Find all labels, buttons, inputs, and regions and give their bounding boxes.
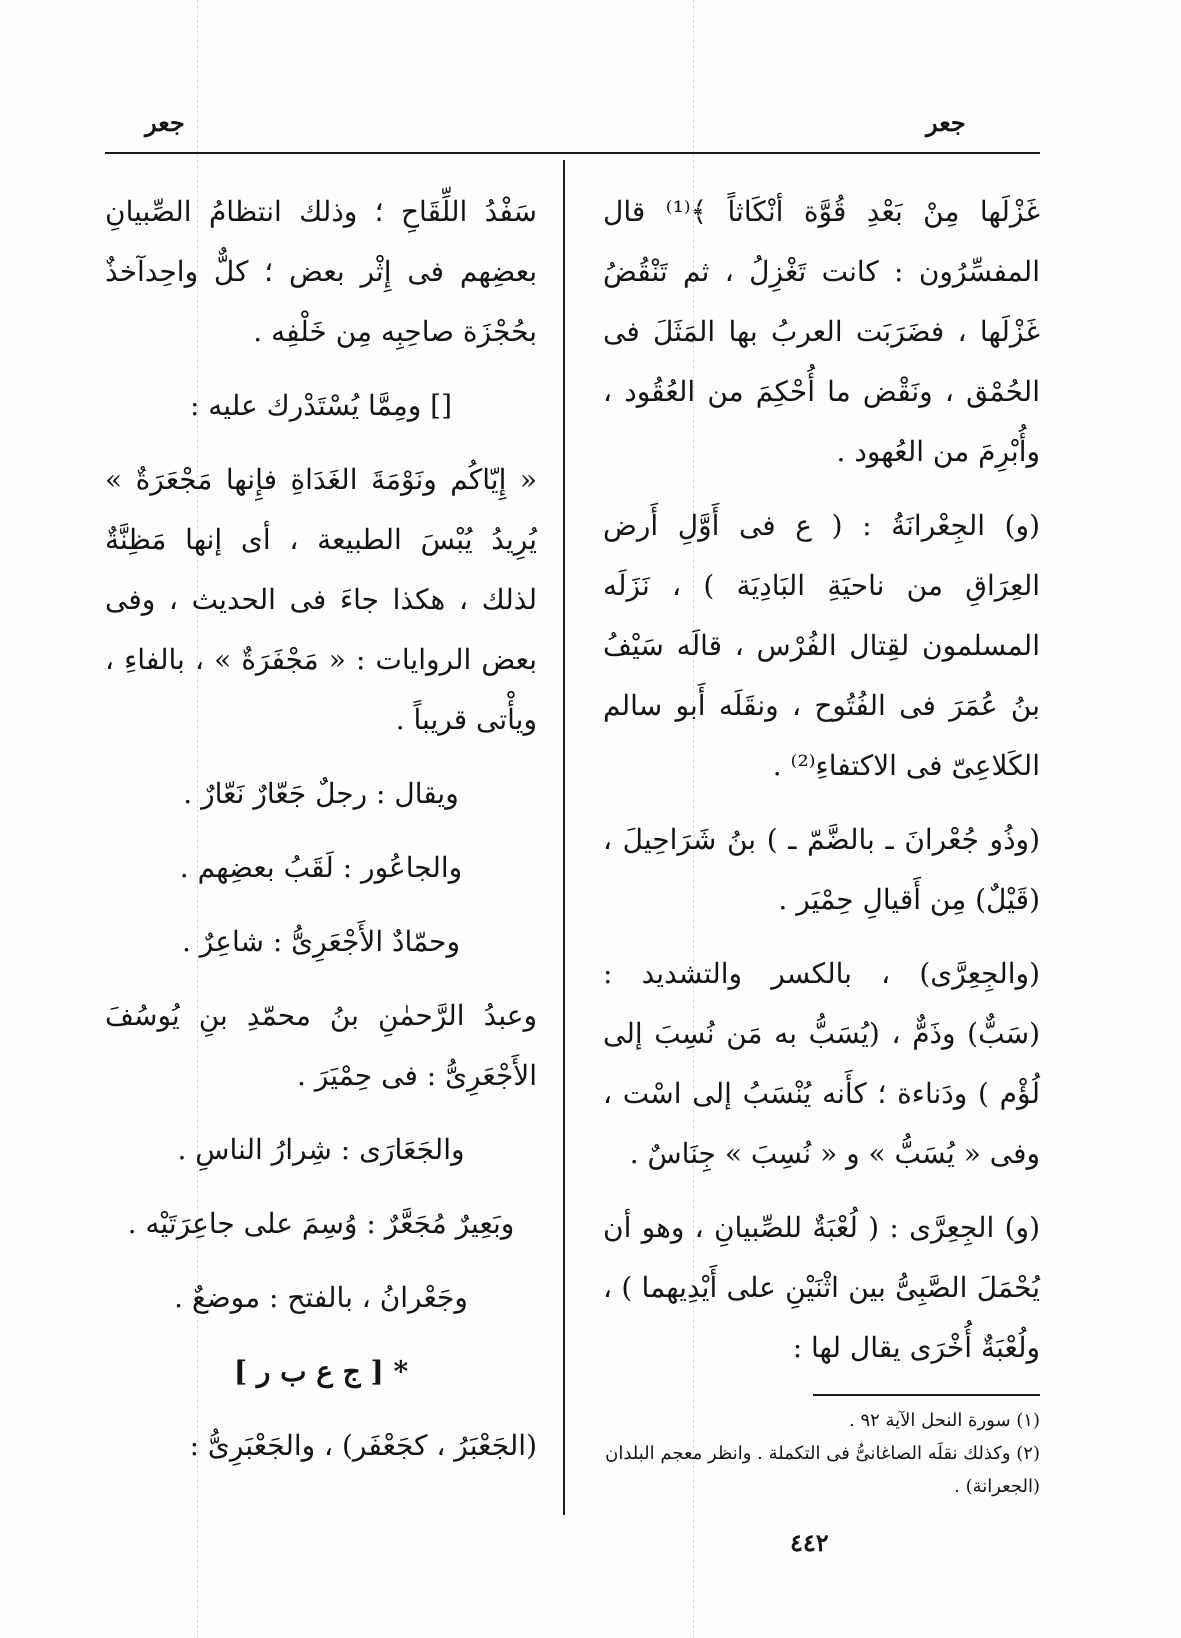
paragraph: « إِيّاكُم ونَوْمَةَ الغَدَاةِ فإِنها مَجْعَرَةٌ » يُرِيدُ يُبْسَ الطبيعة ، أى إنها مَظِنَّةٌ لذلك ، هكذا جاءَ فى الحديث ، وفى بعض الروايات : « مَجْفَرَةٌ » ، بالفاءِ ، ويأْتى قريباً .: [105, 463, 538, 736]
header-rule: [105, 152, 1040, 154]
paragraph: (و) الجِعْرانَةُ : ( ع فى أَوَّلِ أَرض العِرَاقِ من ناحيَةِ البَادِيَة ) ، نَزَلَه المسلمون لقِتال الفُرْس ، قالَه سَيْفُ بنُ عُمَرَ فى الفُتُوح ، ونقَلَه أَبو سالم الكَلاعِىّ فى الاكتفاءِ⁽²⁾ .: [603, 509, 1040, 782]
section-heading: * [ ج ع ب ر ]: [233, 1355, 409, 1388]
paragraph: [] ومِمَّا يُسْتَدْرك عليه :: [189, 389, 453, 422]
paragraph: (و) الجِعِرَّى : ( لُعْبَةٌ للصِّبيانِ ، وهو أن يُحْمَلَ الصَّبِىُّ بين اثْنَيْنِ على أَيْدِيهما ) ، ولُعْبَةٌ أُخْرَى يقال لها :: [603, 1211, 1040, 1364]
paragraph: ويقال : رجلٌ جَعّارٌ نَعّارٌ .: [183, 777, 459, 810]
page-number: ٤٤٢: [790, 1528, 829, 1557]
paragraph: (الجَعْبَرُ ، كجَعْفَر) ، والجَعْبَرِىُّ :: [189, 1429, 537, 1462]
paragraph: والجاعُور : لَقَبُ بعضِهم .: [179, 851, 463, 884]
column-divider: [563, 160, 565, 1515]
paragraph: وجَعْرانُ ، بالفتح : موضعٌ .: [174, 1281, 468, 1314]
paragraph: غَزْلَها مِنْ بَعْدِ قُوَّة أنْكَاثاً ﴾⁽¹⁾ قال المفسِّرُون : كانت تَغْزِلُ ، ثم تَنْقُضُ غَزْلَها ، فضَرَبَت العربُ بها المَثَلَ فى الحُمْق ، ونَقْض ما أُحْكِمَ من العُقُود ، وأُبْرِمَ من العُهود .: [603, 195, 1040, 468]
footnote: (١) سورة النحل الآية ٩٢ .: [848, 1410, 1040, 1431]
running-head-right: جعر: [926, 108, 966, 137]
paragraph: وبَعِيرٌ مُجَعَّرٌ : وُسِمَ على جاعِرَتَيْه .: [127, 1207, 515, 1240]
paragraph: سَفْدُ اللِّقَاحِ ؛ وذلك انتظامُ الصِّبيانِ بعضِهم فى إِثْر بعض ؛ كلٌّ واحِدآخذٌ بحُجْزَة صاحِبِه مِن خَلْفِه .: [105, 195, 537, 348]
footnote-rule: [813, 1394, 1040, 1396]
footnote: (٢) وكذلك نقلَه الصاغانىُّ فى التكملة . وانظر معجم البلدان (الجعرانة) .: [605, 1443, 1040, 1497]
paragraph: وعبدُ الرَّحمٰنِ بنُ محمّدِ بنِ يُوسُفَ الأَجْعَرِىُّ : فى حِمْيَرَ .: [105, 999, 537, 1092]
left-column: [105, 182, 537, 1490]
footnotes: [603, 1404, 1040, 1503]
paragraph: وحمّادٌ الأَجْعَرِىُّ : شاعِرٌ .: [181, 925, 461, 958]
paragraph: (وذُو جُعْرانَ ـ بالضَّمّ ـ ) بنُ شَرَاحِيلَ ، (قَيْلٌ) مِن أَقيالِ حِمْيَر .: [603, 823, 1040, 916]
running-head-left: جعر: [145, 108, 185, 137]
paragraph: والجَعَارَى : شِرارُ الناسِ .: [177, 1133, 465, 1166]
right-column: [603, 182, 1040, 1392]
paragraph: (والجِعِرَّى) ، بالكسر والتشديد : (سَبٌّ) وذَمٌّ ، (يُسَبُّ به مَن نُسِبَ إلى لُؤْم ) ودَناءة ؛ كأَنه يُنْسَبُ إلى اسْت ، وفى « يُسَبُّ » و « نُسِبَ » جِنَاسٌ .: [603, 957, 1040, 1170]
